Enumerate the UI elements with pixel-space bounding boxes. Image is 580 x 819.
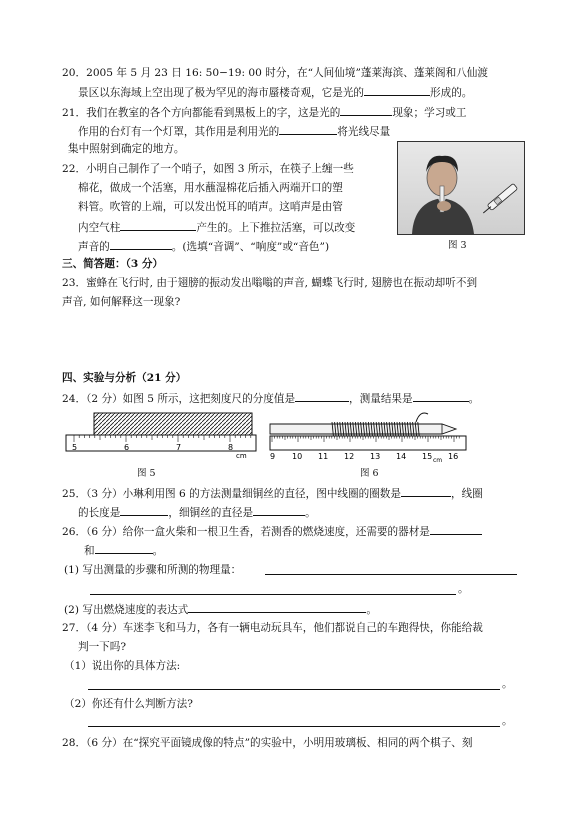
ruler6-label-0: 9 [270, 452, 276, 461]
q25-line1 [62, 485, 483, 501]
q26-sub2b: 。 [366, 604, 377, 616]
q21-blank1[interactable] [340, 104, 392, 116]
q26-sub2a: (2) 写出燃烧速度的表达式 [64, 604, 189, 616]
q21-line2b: 将光线尽量 [337, 126, 391, 138]
ruler5-label-2: 7 [176, 443, 182, 452]
q26-sub1-answer-line2[interactable] [90, 594, 456, 595]
q22-blank2[interactable] [110, 238, 172, 250]
ruler6-label-6: 15 [422, 452, 433, 461]
figure3-caption: 图 3 [448, 240, 467, 251]
q24-blank1[interactable] [295, 390, 349, 402]
ruler5-label-1: 6 [124, 443, 130, 452]
ruler6-label-4: 13 [370, 452, 381, 461]
q25-line2b: ，细铜丝的直径是 [168, 507, 254, 519]
q27-sub2-end: 。 [502, 715, 513, 727]
q26-line1 [62, 523, 482, 539]
figure3-photo [397, 141, 525, 235]
q26-blank1[interactable] [430, 523, 482, 535]
ruler6-label-2: 11 [318, 452, 329, 461]
q25-line2a: 的长度是 [78, 507, 121, 519]
q27-line2: 判一下吗? [78, 641, 127, 653]
q26-blank2[interactable] [95, 542, 153, 554]
figure5-ruler [62, 410, 262, 460]
q20-blank[interactable] [364, 84, 430, 96]
figure5-caption: 图 5 [137, 468, 156, 479]
hand-shape [437, 201, 451, 211]
section4-title: 四、实验与分析（21 分） [62, 372, 187, 384]
ruler5-label-0: 5 [72, 443, 78, 452]
q20-line2 [78, 84, 472, 100]
q26-blank3[interactable] [188, 601, 366, 613]
q27-sub1-end: 。 [502, 678, 513, 690]
figure6-caption: 图 6 [360, 468, 379, 479]
ruler5-label-3: 8 [228, 443, 234, 452]
q21-line2a: 作用的台灯有一个灯罩，其作用是利用光的 [78, 126, 280, 138]
q22-line5 [78, 238, 329, 254]
q24-line1b: ，测量结果是 [349, 393, 413, 405]
q22-line4 [78, 219, 355, 235]
q28-line1: 28．（6 分）在“探究平面镜成像的特点”的实验中，小明用玻璃板、相同的两个棋子、刻 [62, 737, 473, 749]
pencil-shape [270, 424, 456, 434]
q25-line2c: 。 [305, 507, 316, 519]
q27-sub2-answer-line[interactable] [88, 726, 500, 727]
ruler6-label-5: 14 [396, 452, 407, 461]
q24-blank2[interactable] [413, 390, 469, 402]
whistle-sketch [481, 183, 518, 215]
q27-line1: 27．（4 分）车迷李飞和马力，各有一辆电动玩具车，他们都说自己的车跑得快，你能给裁 [62, 622, 483, 634]
q21-line1 [62, 104, 466, 120]
q21-line1b: 现象；学习或工 [392, 107, 467, 119]
q22-line2: 棉花，做成一个活塞，用水蘸湿棉花后插入两端开口的塑 [78, 182, 343, 194]
q22-line4b: 产生的。上下推拉活塞，可以改变 [196, 222, 356, 234]
q27-sub2: （2）你还有什么判断方法? [64, 698, 193, 710]
q26-sub1-answer-line1[interactable] [265, 574, 517, 575]
section3-title: 三、简答题：（3 分） [62, 258, 164, 270]
figure6-ruler [268, 406, 476, 462]
q20-line2a: 景区以东海域上空出现了极为罕见的海市蜃楼奇观，它是光的 [78, 87, 365, 99]
q22-line1: 22．小明自己制作了一个哨子，如图 3 所示，在筷子上缠一些 [62, 163, 354, 175]
ruler5-unit: cm [236, 452, 247, 460]
q26-sub2 [64, 601, 377, 617]
q27-sub1: （1）说出你的具体方法: [64, 660, 181, 672]
ruler6-label-3: 12 [344, 452, 355, 461]
q20-line1: 20．2005 年 5 月 23 日 16: 50−19: 00 时分，在“人间仙境”蓬莱海滨、蓬莱阁和八仙渡 [62, 67, 488, 79]
q26-line2a: 和 [84, 545, 95, 557]
q26-line2b: 。 [152, 545, 164, 557]
q23-line2: 声音, 如何解释这一现象? [62, 296, 181, 308]
q22-line5a: 声音的 [78, 241, 110, 253]
ruler6-unit: cm [433, 457, 443, 462]
q25-blank1[interactable] [401, 485, 451, 497]
boy-whistle-illustration [398, 142, 524, 234]
q24-line1 [62, 390, 479, 406]
q25-blank3[interactable] [253, 504, 305, 516]
q26-line2 [84, 542, 163, 558]
q25-line1a: 25．（3 分）小琳利用图 6 的方法测量细铜丝的直径，图中线圈的圈数是 [62, 488, 401, 500]
q27-sub1-answer-line[interactable] [88, 689, 500, 690]
q26-sub1: (1) 写出测量的步骤和所测的物理量： [64, 564, 242, 576]
q25-line1b: ，线圈 [450, 488, 483, 500]
q26-sub1-end: 。 [458, 583, 469, 595]
q25-blank2[interactable] [120, 504, 168, 516]
q21-line2 [78, 123, 390, 139]
q21-line3: 集中照射到确定的地方。 [68, 143, 185, 155]
q22-line3: 料管。吹管的上端，可以发出悦耳的哨声。这哨声是由管 [78, 201, 343, 213]
q21-line1a: 21．我们在教室的各个方向都能看到黑板上的字，这是光的 [62, 107, 341, 119]
q25-line2 [78, 504, 316, 520]
q22-blank1[interactable] [120, 219, 196, 231]
q20-line2b: 形成的。 [430, 87, 473, 99]
q21-blank2[interactable] [279, 123, 337, 135]
q24-line1c: 。 [468, 393, 480, 405]
q22-line4a: 内空气柱 [78, 222, 121, 234]
wire-tail [416, 413, 428, 422]
q22-line5b: 。(选填“音调”、“响度”或“音色”) [171, 241, 330, 253]
ruler6-label-7: 16 [448, 452, 459, 461]
ruler6-label-1: 10 [292, 452, 303, 461]
q26-line1a: 26．（6 分）给你一盒火柴和一根卫生香，若测香的燃烧速度，还需要的器材是 [62, 526, 430, 538]
q23-line1: 23．蜜蜂在飞行时, 由于翅膀的振动发出嗡嗡的声音, 蝴蝶飞行时, 翅膀也在振动却听不到 [62, 277, 478, 289]
q24-line1a: 24．（2 分）如图 5 所示，这把刻度尺的分度值是 [62, 393, 296, 405]
measured-block [94, 413, 252, 435]
